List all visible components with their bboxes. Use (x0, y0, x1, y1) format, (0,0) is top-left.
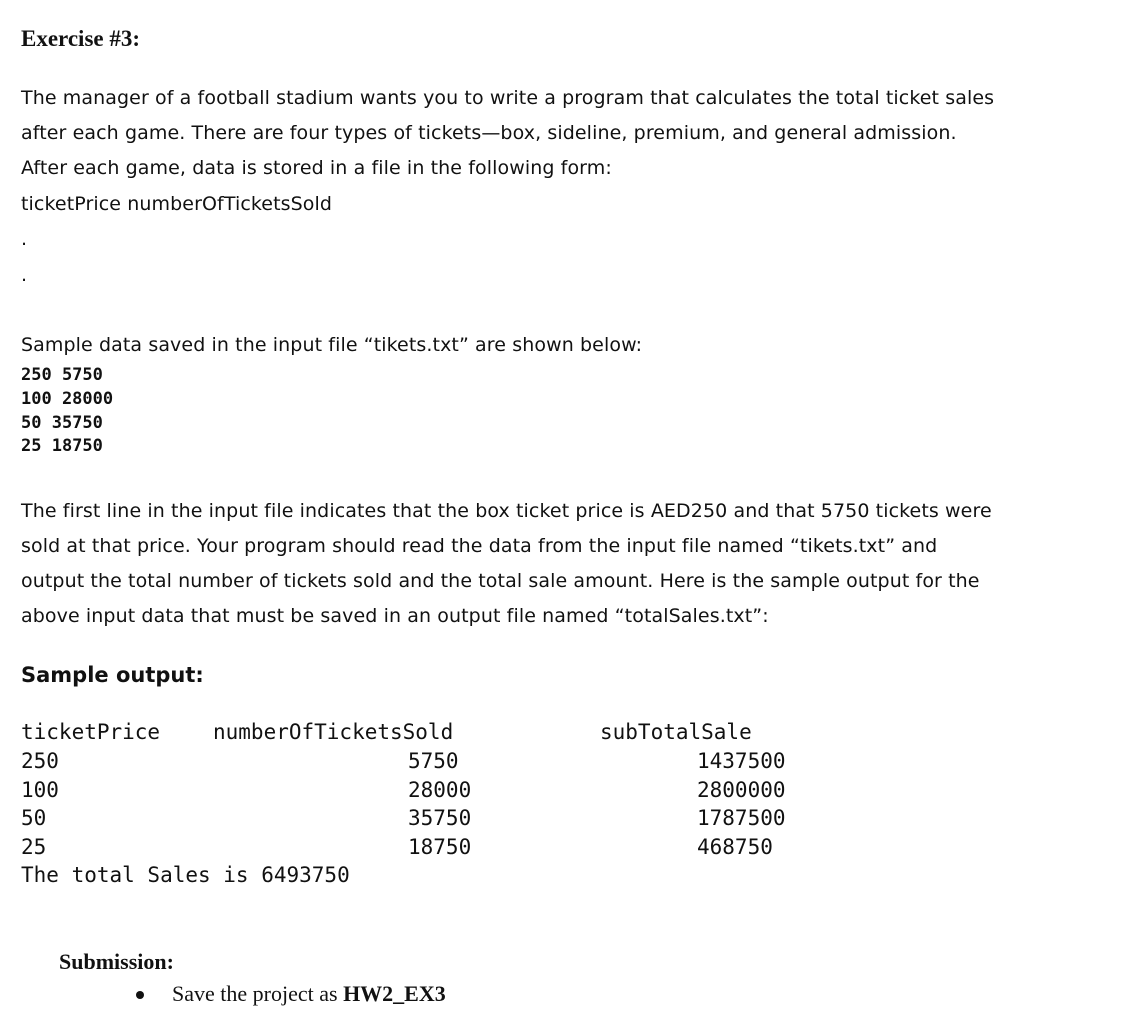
submission-title: Submission: (59, 949, 174, 974)
ellipsis-dot: . (21, 228, 28, 250)
output-subtotal-cell: 1787500 (697, 806, 786, 830)
intro-line-1: The manager of a football stadium wants you to write a program that calculates the total ticket sales (21, 87, 995, 109)
output-tickets-cell: 5750 (408, 749, 459, 773)
sample-output-title: Sample output: (21, 663, 204, 687)
output-tickets-cell: 28000 (408, 778, 472, 802)
ellipsis-dot: . (21, 264, 28, 286)
input-data-line: 100 28000 (21, 389, 114, 409)
submission-bullet (172, 981, 446, 1007)
output-price-cell: 100 (21, 778, 59, 802)
intro-line-2: after each game. There are four types of tickets—box, sideline, premium, and general admission. (21, 122, 957, 144)
sample-input-caption: Sample data saved in the input file “tikets.txt” are shown below: (21, 334, 643, 356)
input-data-line: 25 18750 (21, 436, 103, 456)
output-price-cell: 250 (21, 749, 59, 773)
input-data-line: 50 35750 (21, 413, 103, 433)
output-price-cell: 50 (21, 806, 47, 830)
explanation-line-2: sold at that price. Your program should read the data from the input file named “tikets.txt” and (21, 535, 938, 557)
header-subtotal-sale: subTotalSale (600, 720, 752, 744)
output-tickets-cell: 35750 (408, 806, 472, 830)
output-subtotal-cell: 468750 (697, 835, 773, 859)
exercise-title: Exercise #3: (21, 26, 141, 51)
header-ticket-price: ticketPrice (21, 720, 161, 744)
intro-line-3: After each game, data is stored in a file in the following form: (21, 157, 612, 179)
output-tickets-cell: 18750 (408, 835, 472, 859)
explanation-line-1: The first line in the input file indicates that the box ticket price is AED250 and that 5750 tickets were (21, 500, 992, 522)
output-subtotal-cell: 1437500 (697, 749, 786, 773)
explanation-line-4: above input data that must be saved in an output file named “totalSales.txt”: (21, 605, 769, 627)
submission-bullet-text: Save the project as (172, 981, 344, 1006)
explanation-line-3: output the total number of tickets sold and the total sale amount. Here is the sample output for the (21, 570, 980, 592)
input-data-line: 250 5750 (21, 365, 103, 385)
output-subtotal-cell: 2800000 (697, 778, 786, 802)
total-sales-line: The total Sales is 6493750 (21, 863, 350, 887)
project-name: HW2_EX3 (343, 981, 446, 1006)
header-number-of-tickets-sold: numberOfTicketsSold (213, 720, 454, 744)
bullet-icon (136, 991, 144, 999)
output-price-cell: 25 (21, 835, 47, 859)
file-format-line: ticketPrice numberOfTicketsSold (21, 193, 333, 215)
